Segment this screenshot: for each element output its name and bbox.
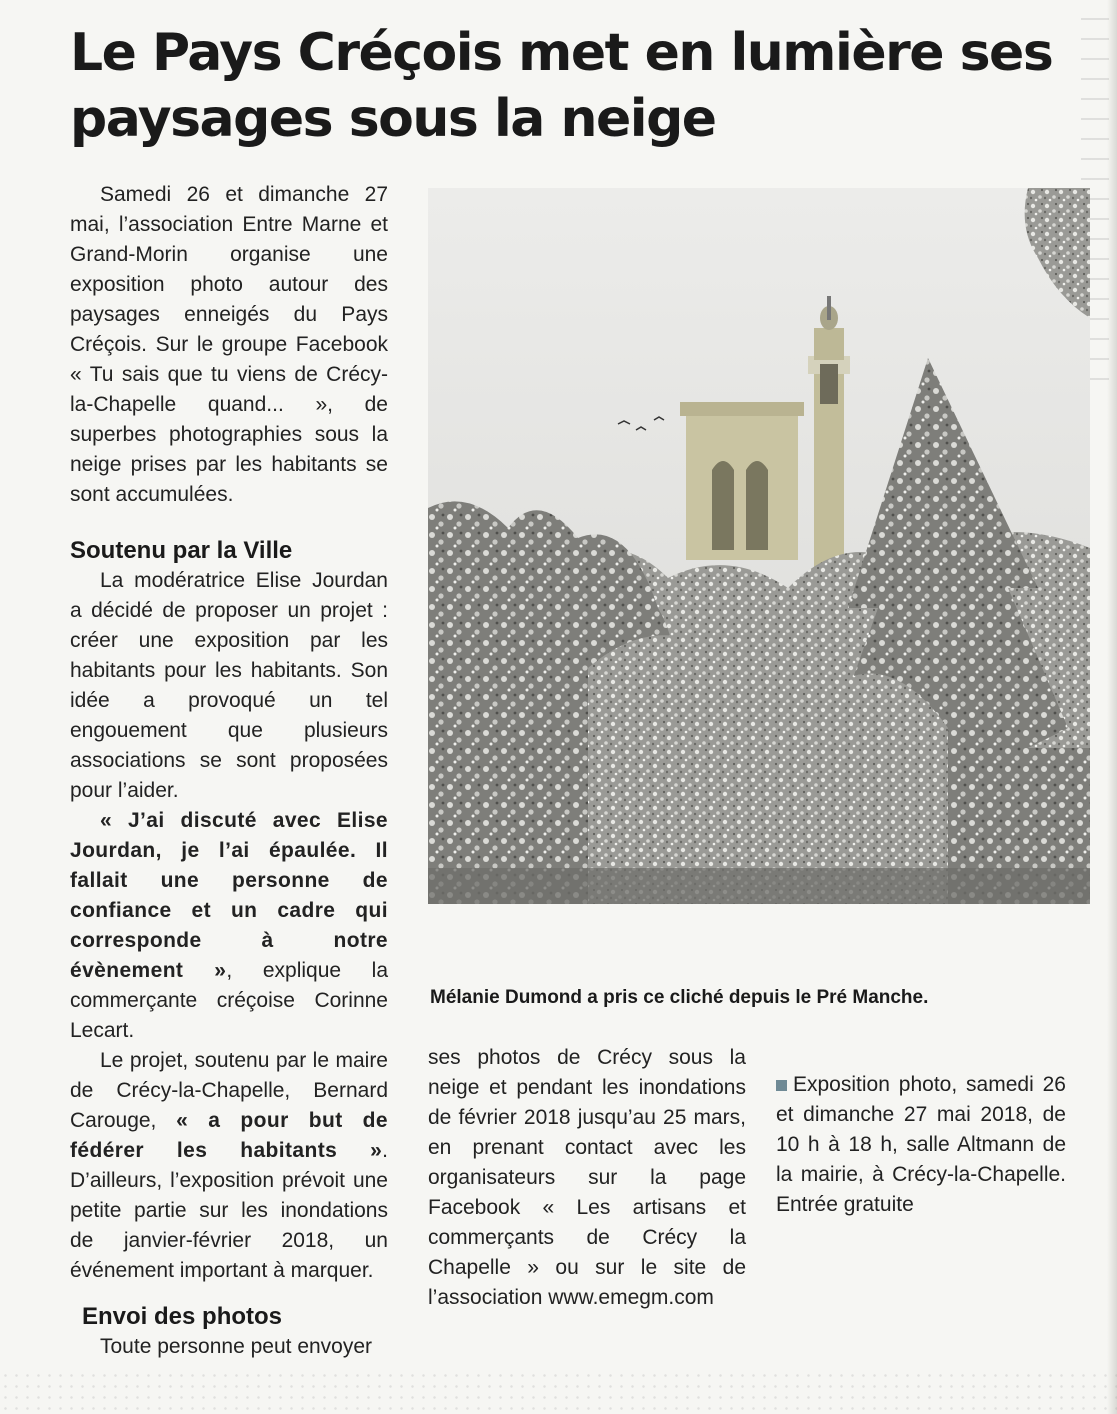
paragraph-envoi-continued: ses photos de Crécy sous la neige et pendant les inondations de février 2018 jusqu’au 25 mars, en prenant contact avec les organisateurs sur la page Facebook « Les artisans et commerçants de Crécy la Chapelle » ou sur le site de l’association www.emegm.com xyxy=(428,1046,746,1309)
paragraph-moderatrice: La modératrice Elise Jourdan a décidé de proposer un projet : créer une exposition par les habitants pour les habitants. Son idée a provoqué un tel engouement que plusieurs associations se sont proposées pour l’aider. xyxy=(70,569,388,802)
column-middle xyxy=(428,1043,746,1313)
column-left xyxy=(70,180,388,1362)
subhead-envoi: Envoi des photos xyxy=(82,1303,283,1330)
quote-attribution: , explique la commerçante créçoise Corinne Lecart. xyxy=(70,959,389,1042)
info-box xyxy=(776,1070,1066,1220)
article-headline: Le Pays Créçois met en lumière ses paysages sous la neige xyxy=(70,23,1053,149)
article-photo-snow-church xyxy=(428,188,1090,904)
paper-edge-texture xyxy=(0,1370,1117,1414)
column-right-info xyxy=(776,1070,1066,1220)
paragraph-envoi-start: Toute personne peut envoyer xyxy=(100,1335,373,1358)
intro-paragraph: Samedi 26 et dimanche 27 mai, l’association Entre Marne et Grand-Morin organise une exposition photo autour des paysages enneigés du Pays Créçois. Sur le groupe Facebook « Tu sais que tu viens de Crécy-la-Chapelle quand... », de superbes photographies sous la neige prises par les habitants se sont accumulées. xyxy=(70,183,388,506)
quote-text: « J’ai discuté avec Elise Jourdan, je l’ai épaulée. Il fallait une personne de confiance et un cadre qui corresponde à notre évènement » xyxy=(70,809,388,982)
paragraph-projet xyxy=(70,1046,388,1286)
info-text: Exposition photo, samedi 26 et dimanche 27 mai 2018, de 10 h à 18 h, salle Altmann de la mairie, à Crécy-la-Chapelle. Entrée gratuite xyxy=(776,1073,1066,1216)
projet-text-start: Le projet, soutenu par le maire de Crécy-la-Chapelle, Bernard Carouge, xyxy=(70,1049,388,1132)
projet-quote: « a pour but de fédérer les habitants » xyxy=(70,1109,388,1162)
paragraph-quote xyxy=(70,806,388,1046)
photo-caption: Mélanie Dumond a pris ce cliché depuis le Pré Manche. xyxy=(430,987,929,1008)
bullet-square-icon xyxy=(776,1080,787,1091)
subhead-soutenu: Soutenu par la Ville xyxy=(70,537,293,564)
projet-text-end: . D’ailleurs, l’exposition prévoit une petite partie sur les inondations de janvier-février 2018, un événement important à marquer. xyxy=(70,1139,388,1282)
photo-illustration xyxy=(428,188,1090,904)
